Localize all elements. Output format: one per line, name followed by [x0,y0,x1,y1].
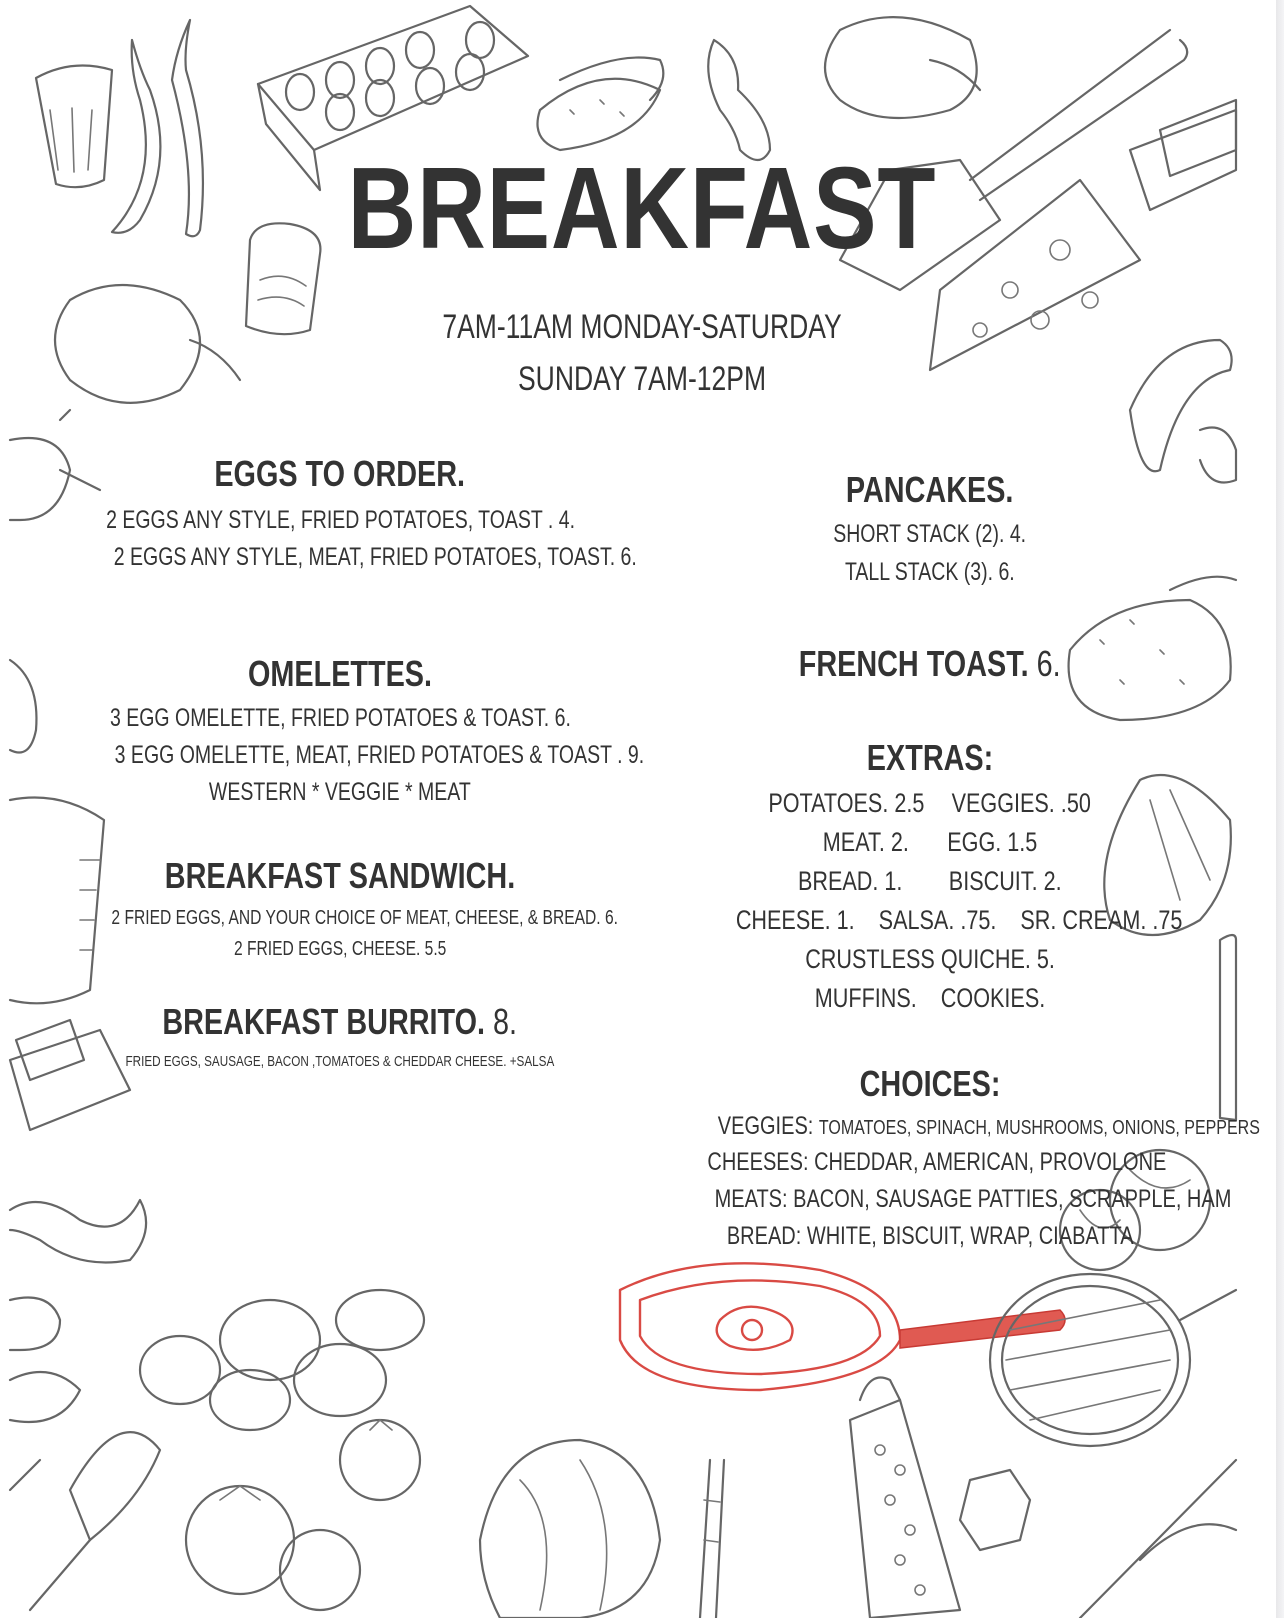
menu-item: 2 FRIED EGGS, AND YOUR CHOICE OF MEAT, CHEESE, & BREAD. 6. [111,907,618,929]
extras-row: BREAD. 1. BISCUIT. 2. [798,866,1062,896]
sausage-icon [708,40,770,160]
choices-heading: CHOICES: [859,1063,1001,1104]
french-toast-heading: FRENCH TOAST. 6. [799,643,1061,684]
eggs-to-order-heading: EGGS TO ORDER. [214,453,466,494]
extras-heading: EXTRAS: [866,737,994,778]
extras-row: POTATOES. 2.5 VEGGIES. .50 [768,788,1092,818]
menu-item: 2 FRIED EGGS, CHEESE. 5.5 [233,938,447,960]
menu-title: BREAKFAST [347,143,937,273]
extras-row: CHEESE. 1. SALSA. .75. SR. CREAM. .75 [735,905,1183,935]
bell-pepper-icon [825,17,980,118]
extras-row: CRUSTLESS QUICHE. 5. [805,944,1055,974]
extras-row: MUFFINS. COOKIES. [814,983,1046,1013]
grater-icon [850,1378,960,1618]
strainer-icon [990,1274,1236,1446]
burrito-price: 8. [493,1001,518,1042]
sausage-icon [10,1200,146,1263]
extras-row: MEAT. 2. EGG. 1.5 [822,827,1038,857]
burrito-description: FRIED EGGS, SAUSAGE, BACON ,TOMATOES & CHEDDAR CHEESE. +SALSA [125,1053,555,1070]
glass-icon [1220,935,1236,1120]
pancakes-heading: PANCAKES. [846,469,1014,510]
choices-veggies: VEGGIES: TOMATOES, SPINACH, MUSHROOMS, ONIONS, PEPPERS [717,1112,1260,1140]
hours-sunday: SUNDAY 7AM-12PM [517,360,767,398]
choices-cheeses: CHEESES: CHEDDAR, AMERICAN, PROVOLONE [707,1148,1167,1176]
breakfast-sandwich-heading: BREAKFAST SANDWICH. [164,855,516,896]
whisk-icon [10,1432,160,1610]
measuring-cup-icon [10,798,104,1004]
cucumber-icon [538,58,664,151]
spoon-icon [1080,1460,1236,1618]
choices-meats: MEATS: BACON, SAUSAGE PATTIES, SCRAPPLE, HAM [714,1185,1232,1213]
cabbage-icon [480,1440,660,1618]
omelette-styles: WESTERN * VEGGIE * MEAT [209,778,471,806]
omelettes-heading: OMELETTES. [247,653,432,694]
hours-weekday: 7AM-11AM MONDAY-SATURDAY [442,308,842,346]
lettuce-icon [10,660,36,753]
menu-item: 3 EGG OMELETTE, MEAT, FRIED POTATOES & TOAST . 9. [114,741,645,769]
potato-icon [140,1290,424,1430]
menu-item: 2 EGGS ANY STYLE, FRIED POTATOES, TOAST . 4. [106,506,576,534]
breakfast-burrito-heading: BREAKFAST BURRITO. 8. [162,1001,518,1042]
sugar-cube-icon [960,1470,1030,1550]
menu-item: TALL STACK (3). 6. [845,558,1015,586]
menu-item: SHORT STACK (2). 4. [833,520,1027,548]
knife-icon [700,1460,724,1618]
choices-bread: BREAD: WHITE, BISCUIT, WRAP, CIABATTA [726,1222,1134,1250]
roll-icon [10,1298,80,1423]
french-toast-price: 6. [1036,643,1061,684]
menu-item: 2 EGGS ANY STYLE, MEAT, FRIED POTATOES, TOAST. 6. [113,543,637,571]
menu-item: 3 EGG OMELETTE, FRIED POTATOES & TOAST. 6. [109,704,571,732]
tomato-icon [186,1420,420,1610]
